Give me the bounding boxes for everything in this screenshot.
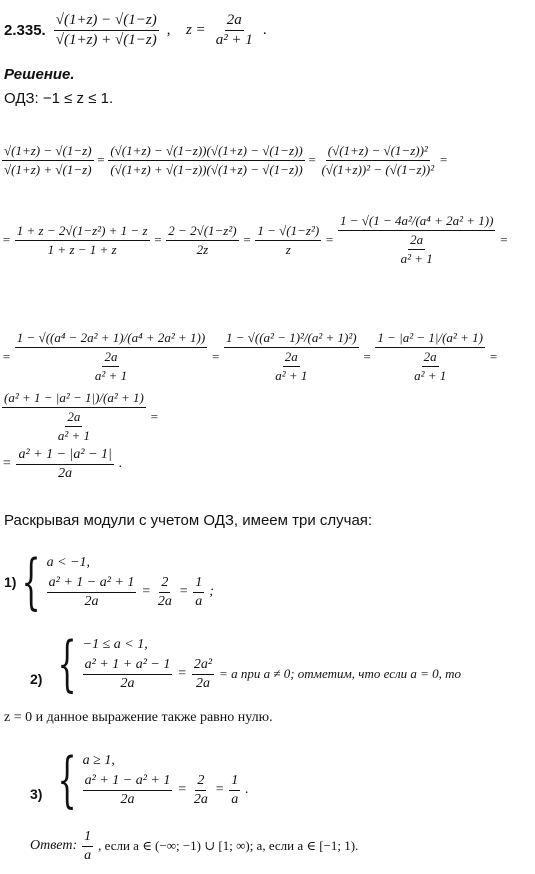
answer-text: , если a ∈ (−∞; −1) ∪ [1; ∞); a, если a ∈ [−1; 1). [98,838,359,853]
line4-fraction: $\frac{\text{a² + 1 − |a² − 1|}}{2a}$ [18,446,112,481]
answer-label: Ответ: [30,838,78,853]
case-1: 1) { a < −1, $\frac{\text{a² + 1 − a² + 1}}{2a}$ = $\frac{2}{2a}$ = $\frac{1}{a}$ ; [4,547,214,617]
line2-fraction-2: $\frac{\text{2 − 2√(1−z²)}}{2z}$ [168,222,237,257]
case-2-tail: = a при a ≠ 0; отметим, что если a = 0, то [219,666,462,681]
line3-fraction-3: $\frac{\text{1 − |a² − 1|/(a² + 1)}}{\frac{2a}{\text{a² + 1}}}$ [377,330,483,383]
line1-fraction-1: $\frac{√(1+z) - √(1-z)}{√(1+z) + √(1-z)}$ [4,142,92,177]
solution-heading: Решение. [4,66,75,83]
line2-fraction-4: $\frac{\text{1 − √(1 − 4a²/(a⁴ + 2a² + 1))}}{\frac{2a}{\text{a² + 1}}}$ [339,213,494,266]
line1-fraction-2: $\frac{(√(1+z) - √(1-z))(√(1+z) - √(1-z))}{(√(1+z) + √(1-z))(√(1+z) - √(1-z))}$ [110,142,303,177]
case-2-label: 2) [30,671,43,687]
line2-fraction-1: $\frac{\text{1 + z − 2√(1−z²) + 1 − z}}{1 + z - 1 + z}$ [16,222,148,257]
derivation-line-4: = $\frac{\text{a² + 1 − |a² − 1|}}{2a}$ . [2,446,123,481]
case-2-condition: −1 ≤ a < 1, [82,636,148,652]
z-def-numerator: 2a [225,12,244,31]
odz-line: ОДЗ: −1 ≤ z ≤ 1. [4,90,114,107]
derivation-line-3: = $\frac{\text{1 − √((a⁴ − 2a² + 1)/(a⁴ + 2a² + 1))}}{\frac{2a}{\text{a² + 1}}}$ = $\frac{\text{1 − √((a² − 1)²/(a² + 1)²)}}{\frac{2a}{\text{a² + 1}}}$ = $\frac{\text{1 − |a² − 1|/(a² + 1)}}{\frac{2a}{\text{a² + 1}}}$ = $\frac{\text{(a² + 1 − |a² − 1|)/(a² + 1)}}{\frac{2a}{\text{a² + 1}}}$ = [2,330,498,443]
answer: Ответ: $\frac{1}{a}$ , если a ∈ (−∞; −1) ∪ [1; ∞); a, если a ∈ [−1; 1). [30,828,359,863]
line3-fraction-4: $\frac{\text{(a² + 1 − |a² − 1|)/(a² + 1)}}{\frac{2a}{\text{a² + 1}}}$ [4,390,144,443]
problem-statement: 2.335. $\frac{√(1+z) - √(1-z)}{√(1+z) + √(1-z)}$ , z = $\frac{2a}{\text{a² + 1}}$ . [4,11,267,48]
line1-fraction-3: $\frac{\text{(√(1+z) − √(1−z))²}}{\text{(√(1+z))² − (√(1−z))²}}$ [321,142,435,177]
case-3-label: 3) [30,786,43,802]
z-def-end: . [262,21,267,38]
line3-fraction-1: $\frac{\text{1 − √((a⁴ − 2a² + 1)/(a⁴ + 2a² + 1))}}{\frac{2a}{\text{a² + 1}}}$ [16,330,206,383]
case-3: 3) { a ≥ 1, $\frac{\text{a² + 1 − a² + 1}}{2a}$ = $\frac{2}{2a}$ = $\frac{1}{a}$ . [30,745,249,815]
case-1-label: 1) [4,574,17,590]
brace-icon: { [22,547,42,617]
brace-icon: { [58,629,78,699]
z-def-lhs: z = [185,21,206,38]
derivation-line-1: $\frac{√(1+z) - √(1-z)}{√(1+z) + √(1-z)}$ = $\frac{(√(1+z) - √(1-z))(√(1+z) - √(1-z))}{(√(1+z) + √(1-z))(√(1+z) - √(1-z))}$ = $\frac{\text{(√(1+z) − √(1−z))²}}{\text{(√(1+z))² − (√(1−z))²}}$ = [4,142,448,177]
problem-expr-numerator: √(1+z) − √(1−z) [54,12,159,31]
problem-expression [54,12,159,49]
case-2: 2) { −1 ≤ a < 1, $\frac{\text{a² + 1 + a² − 1}}{2a}$ = $\frac{\text{2a²}}{2a}$ = a при a ≠ 0; отметим, что если a = 0, то [30,629,462,699]
line3-fraction-2: $\frac{\text{1 − √((a² − 1)²/(a² + 1)²)}}{\frac{2a}{\text{a² + 1}}}$ [225,330,357,383]
problem-expr-denominator: √(1+z) + √(1−z) [55,31,157,48]
derivation-line-2: = $\frac{\text{1 + z − 2√(1−z²) + 1 − z}}{1 + z - 1 + z}$ = $\frac{\text{2 − 2√(1−z²)}}{2z}$ = $\frac{\text{1 − √(1−z²)}}{z}$ = $\frac{\text{1 − √(1 − 4a²/(a⁴ + 2a² + 1))}}{\frac{2a}{\text{a² + 1}}}$ = [2,213,509,266]
case-3-condition: a ≥ 1, [82,752,115,768]
cases-intro: Раскрывая модули с учетом ОДЗ, имеем три случая: [4,512,373,529]
brace-icon: { [58,745,78,815]
problem-number: 2.335. [4,21,46,39]
case-1-condition: a < −1, [46,554,91,570]
line2-fraction-3: $\frac{\text{1 − √(1−z²)}}{z}$ [257,222,320,257]
z-definition [214,12,255,49]
z-def-denominator: a² + 1 [215,31,253,48]
case-2-continuation: z = 0 и данное выражение также равно нулю. [4,710,273,725]
